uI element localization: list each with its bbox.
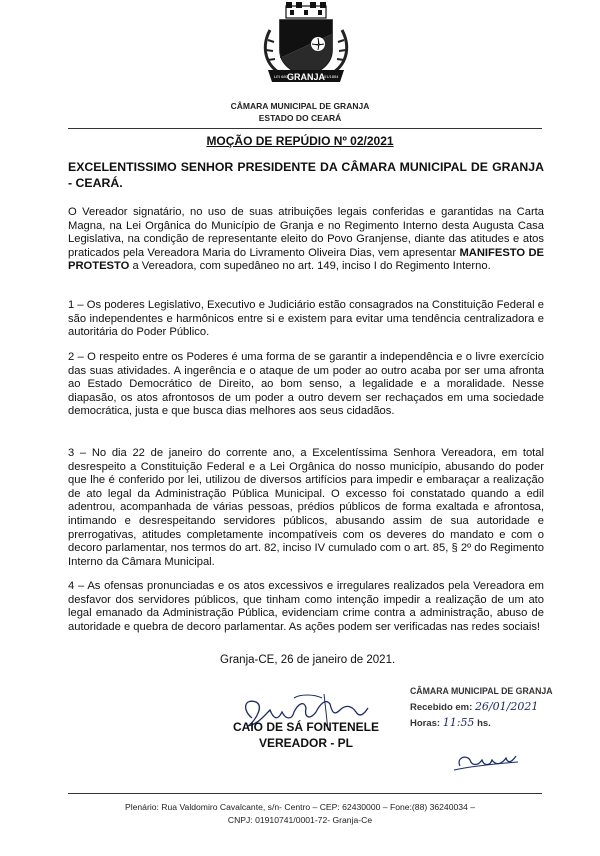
document-title: MOÇÃO DE REPÚDIO Nº 02/2021 [206,134,394,148]
stamp-received-label: Recebido em: [410,702,473,713]
stamp-hours-suffix: hs. [477,718,491,729]
footer-divider [68,793,542,794]
paragraph-4: 4 – As ofensas pronunciadas e os atos excessivos e irregulares realizados pela Vereadora em desfavor dos servidores públicos, que tinham como intenção impedir a realização de um ato legal emanado da Administração Pública, evidenciam crime contra a administração, abuso de autoridade e quebra de decoro parlamentar. As ações podem ser verificadas nas redes sociais! [68,580,544,633]
shield-icon [280,20,332,76]
stamp-received-date: 26/01/2021 [474,700,539,713]
stamp-received-row [410,700,570,713]
stamp-hours-value: 11:55 [442,716,475,729]
crest-banner-text: GRANJA [286,72,326,82]
paragraph-1: 1 – Os poderes Legislativo, Executivo e Judiciário estão consagrados na Constituição Federal e são independentes e harmônicos entre si e existem para evitar uma tendência centralizadora e autoritária do Poder Público. [68,299,544,339]
signer-name: CAIO DE SÁ FONTENELE [232,720,379,734]
intro-text-after: a Vereadora, com supedâneo no art. 149, inciso I do Regimento Interno. [129,260,491,273]
signer-role: VEREADOR - PL [258,736,353,750]
stamp-hours-row [410,716,570,729]
institution-name: CÂMARA MUNICIPAL DE GRANJA [230,101,370,111]
intro-paragraph [68,206,544,274]
footer-cnpj: CNPJ: 01910741/0001-72- Granja-Ce [227,815,373,825]
crest-right-text: 01/1854 [324,74,339,79]
reception-stamp [410,686,570,729]
crown-icon [286,2,326,18]
stamp-title: CÂMARA MUNICIPAL DE GRANJA [410,686,553,697]
salutation: EXCELENTISSIMO SENHOR PRESIDENTE DA CÂMARA MUNICIPAL DE GRANJA - CEARÁ. [68,160,544,190]
footer-address: Plenário: Rua Valdomiro Cavalcante, s/n- Centro – CEP: 62430000 – Fone:(88) 36240034 – [124,802,475,812]
coat-of-arms-logo [260,0,352,90]
paragraph-3: 3 – No dia 22 de janeiro do corrente ano, a Excelentíssima Senhora Vereadora, em total desrespeito a Constituição Federal e a Lei Orgânica do nosso município, abusando do poder que lhe é conferido por lei, utilizou de diversos artifícios para impedir e embaraçar a realização de ato legal da Administração Pública Municipal. O excesso foi constatado quando a edil adentrou, acompanhada de várias pessoas, prédios públicos de forma exaltada e afrontosa, intimando e desrespeitando servidores públicos, abusando assim de sua autoridade e prerrogativas, atitudes completamente incompatíveis com os deveres do mandato e com o decoro parlamentar, nos termos do art. 82, inciso IV cumulado com o art. 85, § 2º do Regimento Interno da Câmara Municipal. [68,447,544,568]
date-line: Granja-CE, 26 de janeiro de 2021. [220,654,396,666]
header-divider [68,128,542,129]
intro-text-before: O Vereador signatário, no uso de suas atribuições legais conferidas e garantidas na Carta Magna, na Lei Orgânica do Município de Granja e no Regimento Interno desta Augusta Casa Legislativa, na condição de representante eleito do Povo Granjense, diante das atitudes e atos praticados pela Vereadora Maria do Livramento Oliveira Dias, vem apresentar [68,206,544,259]
stamp-hours-label: Horas: [410,718,441,729]
institution-state: ESTADO DO CEARÁ [258,113,342,123]
paragraph-2: 2 – O respeito entre os Poderes é uma forma de se garantir a independência e o livre exercício das suas atividades. A ingerência e o ataque de um poder ao outro acaba por ser uma afronta ao Estado Democrático de Direito, ao bom senso, a legalidade e a moralidade. Nesse diapasão, os atos afrontosos de um poder a outro devem ser rechaçados em uma sociedade democrática, justa e que busca dias melhores aos seus cidadãos. [68,351,544,418]
stamp-initials-signature [452,748,522,774]
intro-bold-phrase: MANIFESTO DE PROTESTO [68,246,544,273]
crest-left-text: LEI 680 [274,74,288,79]
